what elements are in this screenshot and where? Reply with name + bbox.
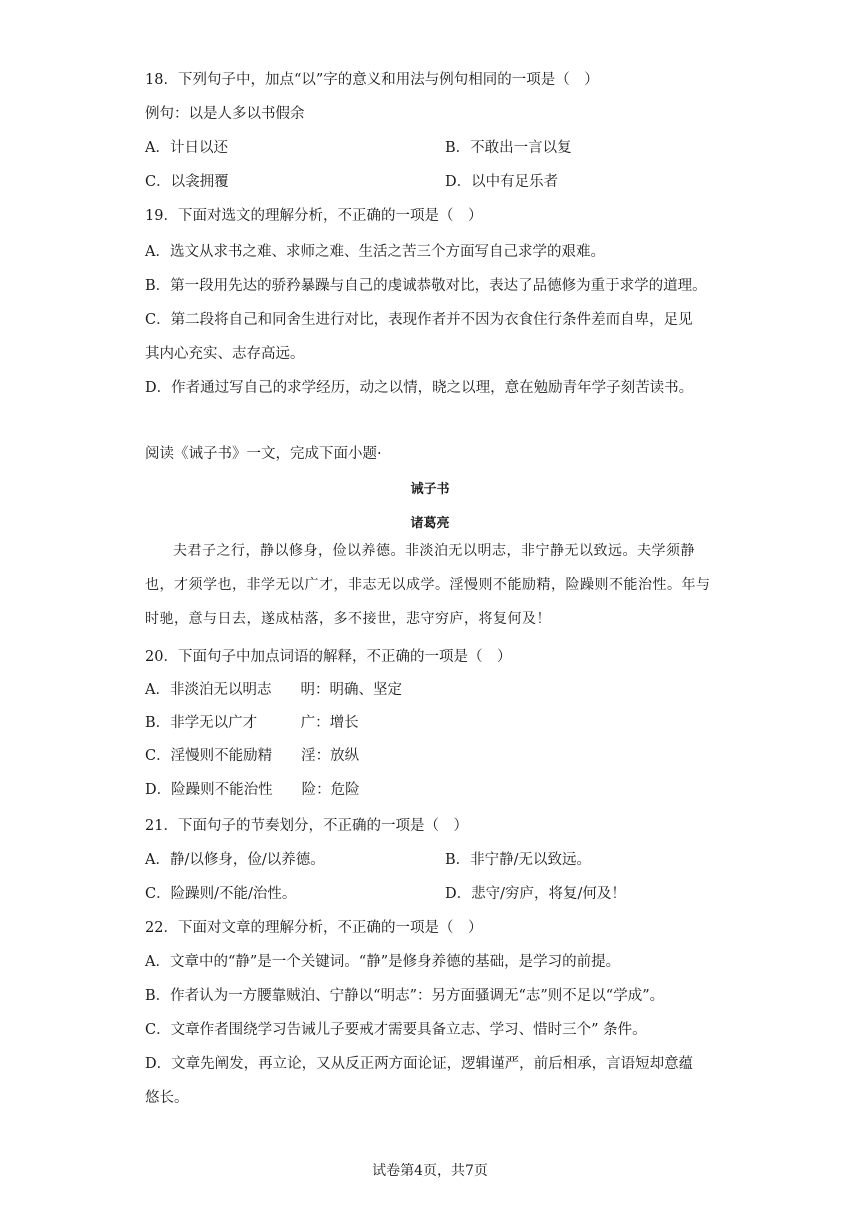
reading-intro: 阅读《诫子书》一文，完成下面小题·: [145, 446, 382, 462]
q21-option-c: C．险躁则/不能/治性。: [145, 886, 297, 902]
q20-option-d: D．险躁则不能治性 险：危险: [145, 782, 360, 798]
q18-option-c: C．以衾拥覆: [145, 174, 229, 190]
q19-option-c-line2: 其内心充实、志存高远。: [145, 346, 305, 362]
q22-option-a: A．文章中的“静”是一个关键词。“静”是修身养德的基础，是学习的前提。: [145, 954, 621, 970]
q21-stem: 21．下面句子的节奏划分，不正确的一项是（ ）: [145, 818, 468, 834]
q21-option-d: D．悲守/穷庐，将复/何及！: [445, 886, 626, 902]
passage-title: 诫子书: [410, 482, 450, 497]
q19-option-c-line1: C．第二段将自己和同舍生进行对比，表现作者并不因为衣食住行条件差而自卑，足见: [145, 312, 693, 328]
q22-option-d-line2: 悠长。: [145, 1090, 189, 1106]
passage-author: 诸葛亮: [410, 516, 450, 531]
q22-option-c: C．文章作者围绕学习告诫儿子要戒才需要具备立志、学习、惜时三个” 条件。: [145, 1022, 647, 1038]
q20-option-c: C．淫慢则不能励精 淫：放纵: [145, 748, 360, 764]
q21-option-a: A．静/以修身，俭/以养德。: [145, 852, 325, 868]
q19-option-a: A．选文从求书之难、求师之难、生活之苦三个方面写自己求学的艰难。: [145, 244, 605, 260]
q18-stem: 18．下列句子中，加点“以”字的意义和用法与例句相同的一项是（ ）: [145, 72, 599, 88]
q19-option-d: D．作者通过写自己的求学经历，动之以情，晓之以理，意在勉励青年学子刻苦读书。: [145, 380, 694, 396]
q18-example: 例句：以是人多以书假余: [145, 106, 305, 122]
q22-option-b: B．作者认为一方腰靠贼泊、宁静以“明志”：另方面骚调无“志”则不足以“学成”。: [145, 988, 665, 1004]
q18-option-d: D．以中有足乐者: [445, 174, 559, 190]
q19-option-b: B．第一段用先达的骄矜暴躁与自己的虔诚恭敬对比，表达了品德修为重于求学的道理。: [145, 278, 707, 294]
q21-option-b: B．非宁静/无以致远。: [445, 852, 592, 868]
q22-stem: 22．下面对文章的理解分析，不正确的一项是（ ）: [145, 920, 483, 936]
passage-text: 夫君子之行，静以修身，俭以养德。非淡泊无以明志，非宁静无以致远。夫学须静也，才须学也，非学无以广才，非志无以成学。淫慢则不能励精，险躁则不能治性。年与时驰，意与日去，遂成枯落，多不接世，悲守穷庐，将复何及！: [145, 543, 711, 627]
q19-stem: 19．下面对选文的理解分析，不正确的一项是（ ）: [145, 208, 483, 224]
q20-option-b: B．非学无以广才 广：增长: [145, 715, 359, 731]
q20-option-a: A．非淡泊无以明志 明：明确、坚定: [145, 682, 402, 698]
page-footer: 试卷第4页，共7页: [372, 1163, 488, 1179]
q20-stem: 20．下面句子中加点词语的解释，不正确的一项是（ ）: [145, 649, 512, 665]
q18-option-a: A．计日以还: [145, 140, 228, 156]
q22-option-d-line1: D．文章先阐发，再立论，又从反正两方面论证，逻辑谨严，前后相承，言语短却意蕴: [145, 1056, 694, 1072]
q18-option-b: B．不敢出一言以复: [445, 140, 572, 156]
